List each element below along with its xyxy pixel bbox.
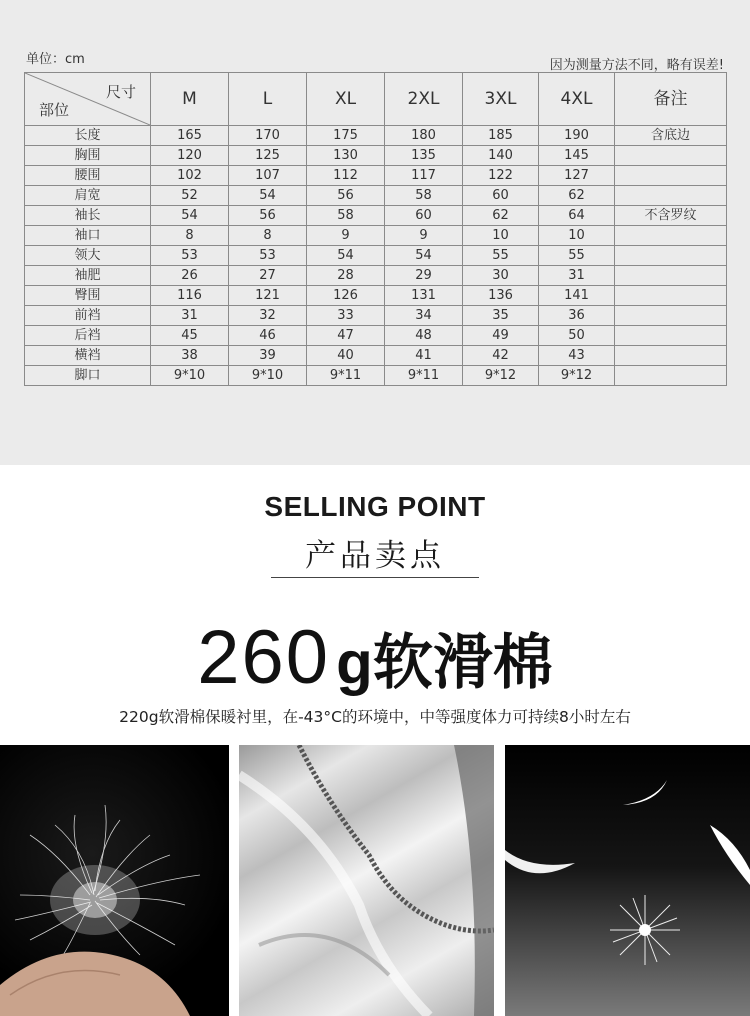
measurement-name: 横裆 xyxy=(25,346,151,366)
measurement-value: 53 xyxy=(229,246,307,266)
corner-part-label: 部位 xyxy=(39,101,70,119)
cotton-fluff-illustration xyxy=(0,745,229,1016)
measurement-value: 9 xyxy=(307,226,385,246)
measurement-value: 8 xyxy=(151,226,229,246)
measurement-value: 35 xyxy=(463,306,539,326)
measurement-value: 170 xyxy=(229,126,307,146)
size-row xyxy=(25,346,727,366)
measurement-value: 53 xyxy=(151,246,229,266)
measurement-value: 9*11 xyxy=(385,366,463,386)
measurement-value: 50 xyxy=(539,326,615,346)
measurement-value: 42 xyxy=(463,346,539,366)
measurement-value: 135 xyxy=(385,146,463,166)
size-row xyxy=(25,306,727,326)
measurement-name: 肩宽 xyxy=(25,186,151,206)
measurement-value: 9*10 xyxy=(229,366,307,386)
size-header: 3XL xyxy=(463,73,539,126)
measurement-name: 胸围 xyxy=(25,146,151,166)
measurement-value: 54 xyxy=(307,246,385,266)
feature-description: 220g软滑棉保暖衬里，在-43°C的环境中，中等强度体力可持续8小时左右 xyxy=(119,708,631,726)
measurement-name: 袖肥 xyxy=(25,266,151,286)
measurement-value: 38 xyxy=(151,346,229,366)
size-header: 4XL xyxy=(539,73,615,126)
measurement-value: 116 xyxy=(151,286,229,306)
size-row xyxy=(25,326,727,346)
measurement-value: 10 xyxy=(539,226,615,246)
size-row xyxy=(25,146,727,166)
measurement-value: 28 xyxy=(307,266,385,286)
measurement-remark xyxy=(615,286,727,306)
measurement-remark xyxy=(615,146,727,166)
measurement-value: 39 xyxy=(229,346,307,366)
measurement-value: 175 xyxy=(307,126,385,146)
measurement-value: 102 xyxy=(151,166,229,186)
measurement-value: 31 xyxy=(151,306,229,326)
measurement-value: 9*10 xyxy=(151,366,229,386)
measurement-value: 32 xyxy=(229,306,307,326)
size-row xyxy=(25,126,727,146)
size-chart-section xyxy=(0,0,750,465)
measurement-value: 54 xyxy=(229,186,307,206)
size-table xyxy=(24,72,727,386)
measurement-remark xyxy=(615,306,727,326)
measurement-value: 190 xyxy=(539,126,615,146)
measurement-value: 54 xyxy=(385,246,463,266)
measurement-value: 127 xyxy=(539,166,615,186)
measurement-remark xyxy=(615,366,727,386)
measurement-remark xyxy=(615,186,727,206)
measurement-value: 60 xyxy=(463,186,539,206)
measurement-value: 56 xyxy=(229,206,307,226)
measurement-value: 56 xyxy=(307,186,385,206)
measurement-value: 26 xyxy=(151,266,229,286)
measurement-value: 130 xyxy=(307,146,385,166)
size-header: 2XL xyxy=(385,73,463,126)
size-row xyxy=(25,206,727,226)
measurement-value: 29 xyxy=(385,266,463,286)
measurement-value: 131 xyxy=(385,286,463,306)
measurement-remark xyxy=(615,246,727,266)
measurement-value: 185 xyxy=(463,126,539,146)
size-header-row xyxy=(25,73,727,126)
size-row xyxy=(25,246,727,266)
measurement-value: 31 xyxy=(539,266,615,286)
measurement-remark xyxy=(615,226,727,246)
measurement-value: 136 xyxy=(463,286,539,306)
size-row xyxy=(25,266,727,286)
measurement-value: 55 xyxy=(539,246,615,266)
feature-material-name: 软滑棉 xyxy=(372,628,553,698)
corner-header-cell xyxy=(25,73,151,126)
feature-weight-number: 260 xyxy=(197,615,331,700)
feature-headline xyxy=(0,614,750,701)
size-header: L xyxy=(229,73,307,126)
measurement-remark: 含底边 xyxy=(615,126,727,146)
measurement-value: 117 xyxy=(385,166,463,186)
measurement-name: 腰围 xyxy=(25,166,151,186)
size-row xyxy=(25,226,727,246)
size-header: XL xyxy=(307,73,385,126)
measurement-value: 141 xyxy=(539,286,615,306)
measurement-value: 58 xyxy=(385,186,463,206)
feature-weight-unit: g xyxy=(336,629,373,696)
measurement-name: 长度 xyxy=(25,126,151,146)
measurement-value: 36 xyxy=(539,306,615,326)
measurement-name: 后裆 xyxy=(25,326,151,346)
measurement-value: 54 xyxy=(151,206,229,226)
measurement-value: 41 xyxy=(385,346,463,366)
measurement-value: 140 xyxy=(463,146,539,166)
measurement-value: 48 xyxy=(385,326,463,346)
measurement-value: 27 xyxy=(229,266,307,286)
size-header: M xyxy=(151,73,229,126)
measurement-value: 120 xyxy=(151,146,229,166)
measurement-remark xyxy=(615,166,727,186)
feathers-illustration xyxy=(505,745,750,1016)
selling-point-subtitle: 产品卖点 xyxy=(305,538,445,574)
measurement-value: 126 xyxy=(307,286,385,306)
measurement-value: 55 xyxy=(463,246,539,266)
measurement-value: 165 xyxy=(151,126,229,146)
corner-size-label: 尺寸 xyxy=(105,83,136,101)
measurement-name: 袖长 xyxy=(25,206,151,226)
size-row xyxy=(25,286,727,306)
feathers-photo xyxy=(505,745,750,1016)
measurement-value: 60 xyxy=(385,206,463,226)
measurement-value: 9*12 xyxy=(463,366,539,386)
measurement-name: 脚口 xyxy=(25,366,151,386)
measurement-value: 64 xyxy=(539,206,615,226)
measurement-value: 180 xyxy=(385,126,463,146)
selling-point-title: SELLING POINT xyxy=(264,491,486,522)
measurement-value: 62 xyxy=(463,206,539,226)
measurement-value: 107 xyxy=(229,166,307,186)
size-row xyxy=(25,166,727,186)
measurement-note: 因为测量方法不同，略有误差! xyxy=(549,58,724,73)
measurement-remark xyxy=(615,326,727,346)
lining-fabric-photo xyxy=(239,745,494,1016)
measurement-value: 62 xyxy=(539,186,615,206)
size-row xyxy=(25,366,727,386)
measurement-name: 领大 xyxy=(25,246,151,266)
measurement-value: 49 xyxy=(463,326,539,346)
measurement-remark xyxy=(615,346,727,366)
measurement-value: 145 xyxy=(539,146,615,166)
measurement-value: 46 xyxy=(229,326,307,346)
measurement-value: 33 xyxy=(307,306,385,326)
measurement-value: 58 xyxy=(307,206,385,226)
measurement-value: 10 xyxy=(463,226,539,246)
measurement-value: 34 xyxy=(385,306,463,326)
measurement-value: 43 xyxy=(539,346,615,366)
measurement-value: 112 xyxy=(307,166,385,186)
size-row xyxy=(25,186,727,206)
measurement-value: 30 xyxy=(463,266,539,286)
measurement-value: 45 xyxy=(151,326,229,346)
measurement-value: 8 xyxy=(229,226,307,246)
measurement-remark: 不含罗纹 xyxy=(615,206,727,226)
lining-fabric-illustration xyxy=(239,745,494,1016)
heading-divider xyxy=(271,577,479,578)
measurement-remark xyxy=(615,266,727,286)
measurement-value: 40 xyxy=(307,346,385,366)
measurement-value: 125 xyxy=(229,146,307,166)
cotton-fluff-photo xyxy=(0,745,229,1016)
unit-label: 单位：cm xyxy=(26,52,85,67)
remark-header: 备注 xyxy=(615,73,727,126)
measurement-value: 121 xyxy=(229,286,307,306)
measurement-value: 52 xyxy=(151,186,229,206)
measurement-value: 9*11 xyxy=(307,366,385,386)
measurement-value: 9*12 xyxy=(539,366,615,386)
measurement-value: 9 xyxy=(385,226,463,246)
measurement-name: 前裆 xyxy=(25,306,151,326)
measurement-value: 122 xyxy=(463,166,539,186)
measurement-name: 臀围 xyxy=(25,286,151,306)
measurement-name: 袖口 xyxy=(25,226,151,246)
measurement-value: 47 xyxy=(307,326,385,346)
